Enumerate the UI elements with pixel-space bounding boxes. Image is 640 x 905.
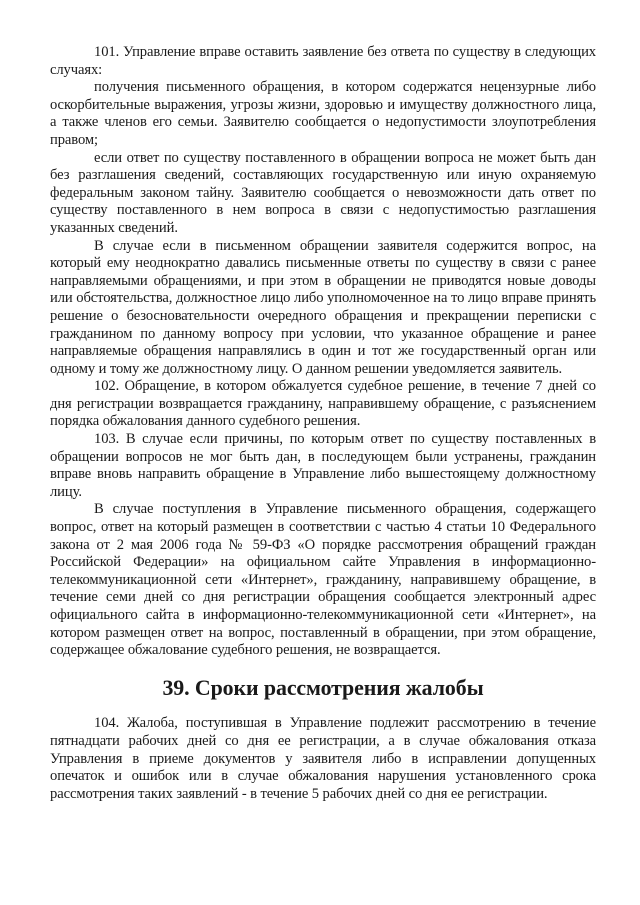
document-page — [50, 44, 596, 803]
paragraph-102: 102. Обращение, в котором обжалуется судебное решение, в течение 7 дней со дня регистрации возвращается гражданину, направившему обращение, с разъяснением порядка обжалования данного судебного решения. — [50, 378, 596, 430]
paragraph-104: 104. Жалоба, поступившая в Управление подлежит рассмотрению в течение пятнадцати рабочих дней со дня ее регистрации, а в случае обжалования отказа Управления в приеме документов у заявителя либо в исправлении допущенных опечаток и ошибок или в случае обжалования нарушения установленного срока рассмотрения таких заявлений - в течение 5 рабочих дней со дня ее регистрации. — [50, 715, 596, 802]
section-heading: 39. Сроки рассмотрения жалобы — [162, 674, 484, 700]
paragraph-103: 103. В случае если причины, по которым ответ по существу поставленных в обращении вопросов не мог быть дан, в последующем были устранены, гражданин вправе вновь направить обращение в Управление либо вышестоящему должностному лицу. — [50, 431, 596, 500]
paragraph-internet-answer: В случае поступления в Управление письменного обращения, содержащего вопрос, ответ на который размещен в соответствии с частью 4 статьи 10 Федерального закона от 2 мая 2006 года № 59-ФЗ «О порядке рассмотрения обращений граждан Российской Федерации» на официальном сайте Управления в информационно-телекоммуникационной сети «Интернет», гражданину, направившему обращение, в течение семи дней со дня регистрации обращения сообщается электронный адрес официального сайта в информационно-телекоммуникационной сети «Интернет», на котором размещен ответ на вопрос, поставленный в обращении, при этом обращение, содержащее обжалование судебного решения, не возвращается. — [50, 501, 596, 659]
paragraph-repeated-appeals: В случае если в письменном обращении заявителя содержится вопрос, на который ему неоднократно давались письменные ответы по существу в связи с ранее направляемыми обращениями, и при этом в обращении не приводятся новые доводы или обстоятельства, должностное лицо либо уполномоченное на то лицо вправе принять решение о безосновательности очередного обращения и прекращении переписки с гражданином по данному вопросу при условии, что указанное обращение и ранее направляемые обращения направлялись в один и тот же государственный орган или одному и тому же должностному лицу. О данном решении уведомляется заявитель. — [50, 237, 596, 377]
paragraph-secret-info: если ответ по существу поставленного в обращении вопроса не может быть дан без разглашения сведений, составляющих государственную или иную охраняемую федеральным законом тайну. Заявителю сообщается о невозможности дать ответ по существу поставленного в нем вопроса в связи с недопустимостью разглашения указанных сведений. — [50, 149, 596, 236]
paragraph-obscene-content: получения письменного обращения, в котором содержатся нецензурные либо оскорбительные выражения, угрозы жизни, здоровью и имуществу должностного лица, а также членов его семьи. Заявителю сообщается о недопустимости злоупотребления правом; — [50, 79, 596, 148]
paragraph-101: 101. Управление вправе оставить заявление без ответа по существу в следующих случаях: — [50, 44, 596, 78]
